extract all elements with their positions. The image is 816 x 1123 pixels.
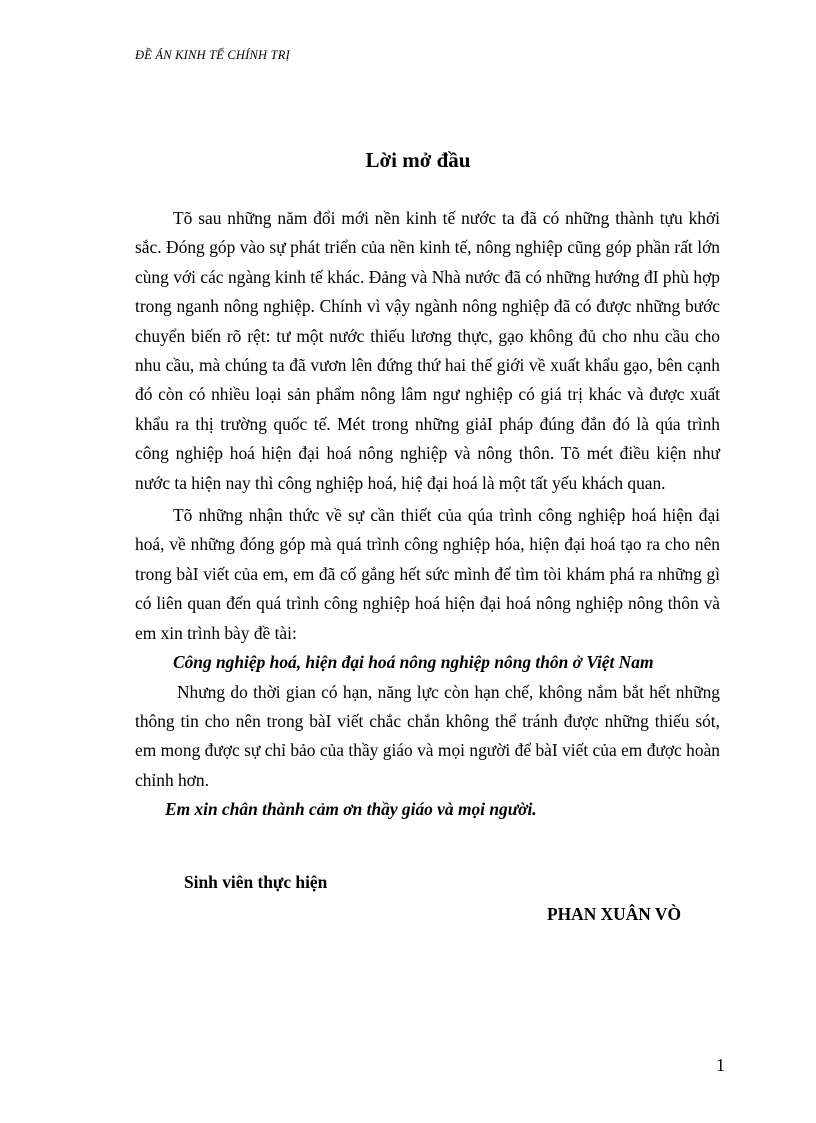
- paragraph-awareness: Tõ những nhận thức về sự cần thiết của qúa trình công nghiệp hoá hiện đại hoá, về những đóng góp mà quá trình công nghiệp hóa, hiện đại hoá tạo ra cho nên trong bàI viết của em, em đã cố gắng hết sức mình để tìm tòi khám phá ra những gì có liên quan đến quá trình công nghiệp hoá hiện đại hoá nông nghiệp nông thôn và em xin trình bày đề tài:: [135, 505, 720, 643]
- thanks-line: Em xin chân thành cảm ơn thầy giáo và mọi người.: [165, 799, 537, 820]
- document-body: [135, 204, 720, 825]
- author-name: PHAN XUÂN VÒ: [547, 904, 681, 924]
- topic-title: Công nghiệp hoá, hiện đại hoá nông nghiệp nông thôn ở Việt Nam: [173, 652, 654, 673]
- page-title: Lời mở đầu: [365, 148, 471, 172]
- running-header: ĐỀ ÁN KINH TẾ CHÍNH TRỊ: [135, 48, 290, 62]
- page-number: 1: [716, 1055, 725, 1075]
- paragraph-intro: Tõ sau những năm đổi mới nền kinh tế nước ta đã có những thành tựu khởi sắc. Đóng góp vào sự phát triển của nền kinh tế, nông nghiệp cũng góp phần rất lớn cùng với các ngàng kinh tế khác. Đảng và Nhà nước đã có những hướng đI phù hợp trong nganh nông nghiệp. Chính vì vậy ngành nông nghiệp đã có được những bước chuyển biến rõ rệt: tư một nước thiếu lương thực, gạo không đủ cho nhu cầu cho nhu cầu, mà chúng ta đã vươn lên đứng thứ hai thế giới về xuất khẩu gạo, bên cạnh đó còn có nhiều loại sản phẩm nông lâm ngư nghiệp có giá trị khác và được xuất khẩu ra thị trường quốc tế. Mét trong những giảI pháp đúng đắn đó là qúa trình công nghiệp hoá hiện đại hoá nông nghiệp và nông thôn. Tõ mét điều kiện như nước ta hiện nay thì công nghiệp hoá, hiệ đại hoá là một tất yếu khách quan.: [135, 208, 720, 493]
- paragraph-closing: Nhưng do thời gian có hạn, năng lực còn hạn chế, không nắm bắt hết những thông tin cho nên trong bàI viết chắc chắn không thể tránh được những thiếu sót, em mong được sự chỉ bảo của thầy giáo và mọi người để bàI viết của em được hoàn chỉnh hơn.: [135, 681, 720, 790]
- signature-label: Sinh viên thực hiện: [184, 872, 328, 892]
